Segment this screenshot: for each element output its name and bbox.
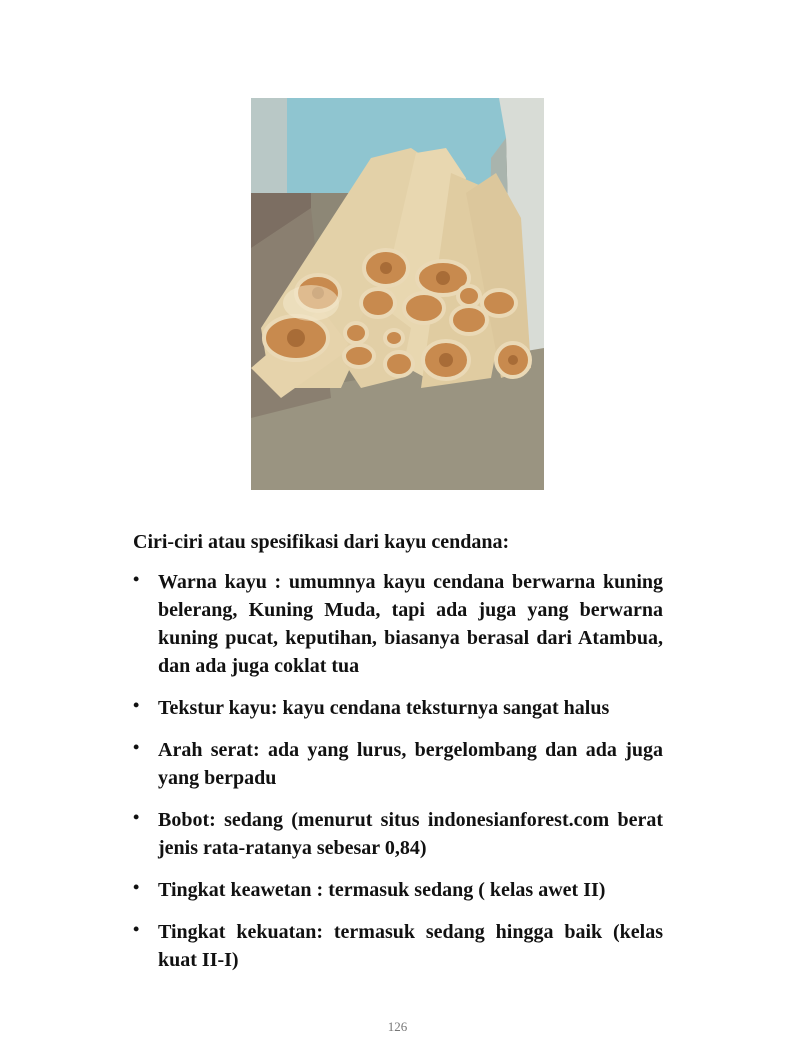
spec-item-strength [133,918,663,974]
spec-text: Tekstur kayu: kayu cendana teksturnya sangat halus [158,697,610,719]
page-number: 126 [387,1019,408,1034]
bullet-icon: • [133,737,140,757]
spec-item-color [133,568,663,680]
spec-text: Bobot: sedang (menurut situs indonesianforest.com berat jenis rata-ratanya sebesar 0,84) [158,809,663,859]
bullet-icon: • [133,569,140,589]
sandalwood-logs-photo [251,98,544,490]
spec-item-texture [133,694,663,722]
spec-text: Arah serat: ada yang lurus, bergelombang dan ada juga yang berpadu [158,739,663,789]
bullet-icon: • [133,919,140,939]
spec-heading: Ciri-ciri atau spesifikasi dari kayu cendana: [133,531,510,553]
spec-item-weight [133,806,663,862]
spec-text: Tingkat kekuatan: termasuk sedang hingga baik (kelas kuat II-I) [158,921,663,971]
bullet-icon: • [133,877,140,897]
spec-item-grain [133,736,663,792]
spec-text: Warna kayu : umumnya kayu cendana berwarna kuning belerang, Kuning Muda, tapi ada juga yang berwarna kuning pucat, keputihan, biasanya berasal dari Atambua, dan ada juga coklat tua [158,571,663,677]
spec-item-durability [133,876,663,904]
spec-text: Tingkat keawetan : termasuk sedang ( kelas awet II) [158,879,606,901]
bullet-icon: • [133,695,140,715]
spec-list [133,568,663,988]
bullet-icon: • [133,807,140,827]
